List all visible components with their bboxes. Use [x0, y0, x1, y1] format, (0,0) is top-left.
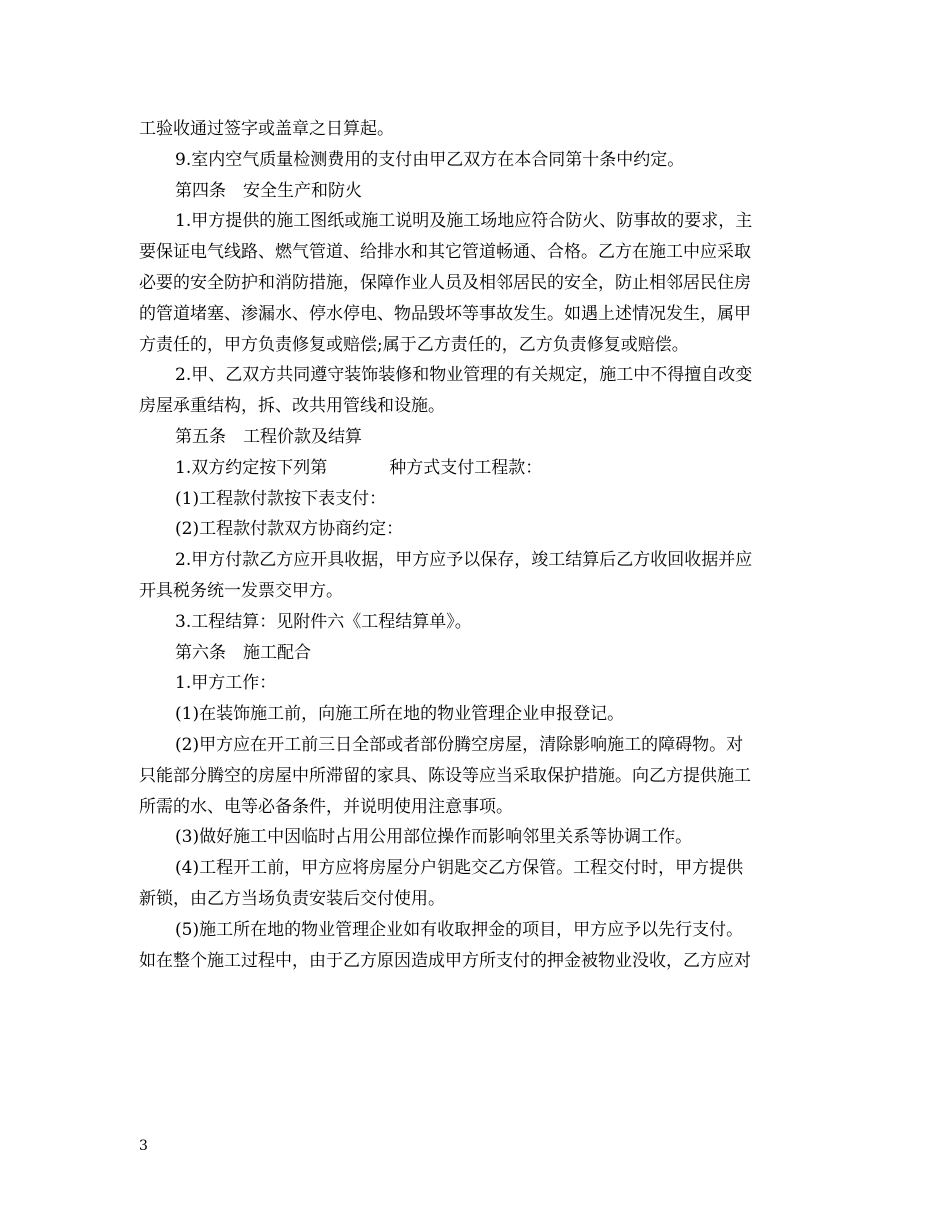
paragraph-line: 只能部分腾空的房屋中所滞留的家具、陈设等应当采取保护措施。向乙方提供施工 — [139, 765, 751, 786]
paragraph-line: 房屋承重结构，拆、改共用管线和设施。 — [139, 396, 445, 417]
paragraph-line: (5)施工所在地的物业管理企业如有收取押金的项目，甲方应予以先行支付。 — [175, 919, 744, 940]
section-heading: 第四条 安全生产和防火 — [175, 180, 362, 201]
paragraph-line: 开具税务统一发票交甲方。 — [139, 580, 343, 601]
paragraph-line: 新锁，由乙方当场负责安装后交付使用。 — [139, 888, 445, 909]
paragraph-line: 9.室内空气质量检测费用的支付由甲乙双方在本合同第十条中约定。 — [175, 149, 685, 170]
section-heading: 第六条 施工配合 — [175, 642, 311, 663]
section-heading: 第五条 工程价款及结算 — [175, 426, 362, 447]
paragraph-line: 如在整个施工过程中，由于乙方原因造成甲方所支付的押金被物业没收，乙方应对 — [139, 950, 751, 971]
paragraph-line: (3)做好施工中因临时占用公用部位操作而影响邻里关系等协调工作。 — [175, 827, 693, 848]
paragraph-line: 的管道堵塞、渗漏水、停水停电、物品毁坏等事故发生。如遇上述情况发生，属甲 — [139, 303, 751, 324]
paragraph-line: 1.甲方提供的施工图纸或施工说明及施工场地应符合防火、防事故的要求，主 — [175, 211, 753, 232]
paragraph-line — [139, 453, 815, 484]
paragraph-line: 2.甲、乙双方共同遵守装饰装修和物业管理的有关规定，施工中不得擅自改变 — [175, 365, 753, 386]
document-body — [139, 114, 815, 976]
paragraph-line: (2)甲方应在开工前三日全部或者部份腾空房屋，清除影响施工的障碍物。对 — [175, 734, 744, 755]
paragraph-line: 必要的安全防护和消防措施，保障作业人员及相邻居民的安全，防止相邻居民住房 — [139, 272, 751, 293]
paragraph-line: 2.甲方付款乙方应开具收据，甲方应予以保存，竣工结算后乙方收回收据并应 — [175, 550, 753, 571]
paragraph-line: 工验收通过签字或盖章之日算起。 — [139, 119, 394, 139]
paragraph-line: (2)工程款付款双方协商约定： — [175, 519, 404, 540]
paragraph-line: (1)工程款付款按下表支付： — [175, 488, 387, 509]
paragraph-line: 3.工程结算：见附件六《工程结算单》。 — [175, 611, 472, 632]
paragraph-line: (4)工程开工前，甲方应将房屋分户钥匙交乙方保管。工程交付时，甲方提供 — [175, 858, 744, 879]
paragraph-line: 方责任的，甲方负责修复或赔偿;属于乙方责任的，乙方负责修复或赔偿。 — [139, 334, 689, 355]
paragraph-line: 所需的水、电等必备条件，并说明使用注意事项。 — [139, 796, 513, 817]
paragraph-line: 1.甲方工作： — [175, 673, 277, 694]
blank-before-text: 1.双方约定按下列第 — [175, 457, 328, 478]
page-number: 3 — [139, 1138, 148, 1154]
blank-after-text: 种方式支付工程款： — [389, 457, 543, 478]
paragraph-line: 要保证电气线路、燃气管道、给排水和其它管道畅通、合格。乙方在施工中应采取 — [139, 242, 751, 263]
paragraph-line: (1)在装饰施工前，向施工所在地的物业管理企业申报登记。 — [175, 704, 625, 725]
